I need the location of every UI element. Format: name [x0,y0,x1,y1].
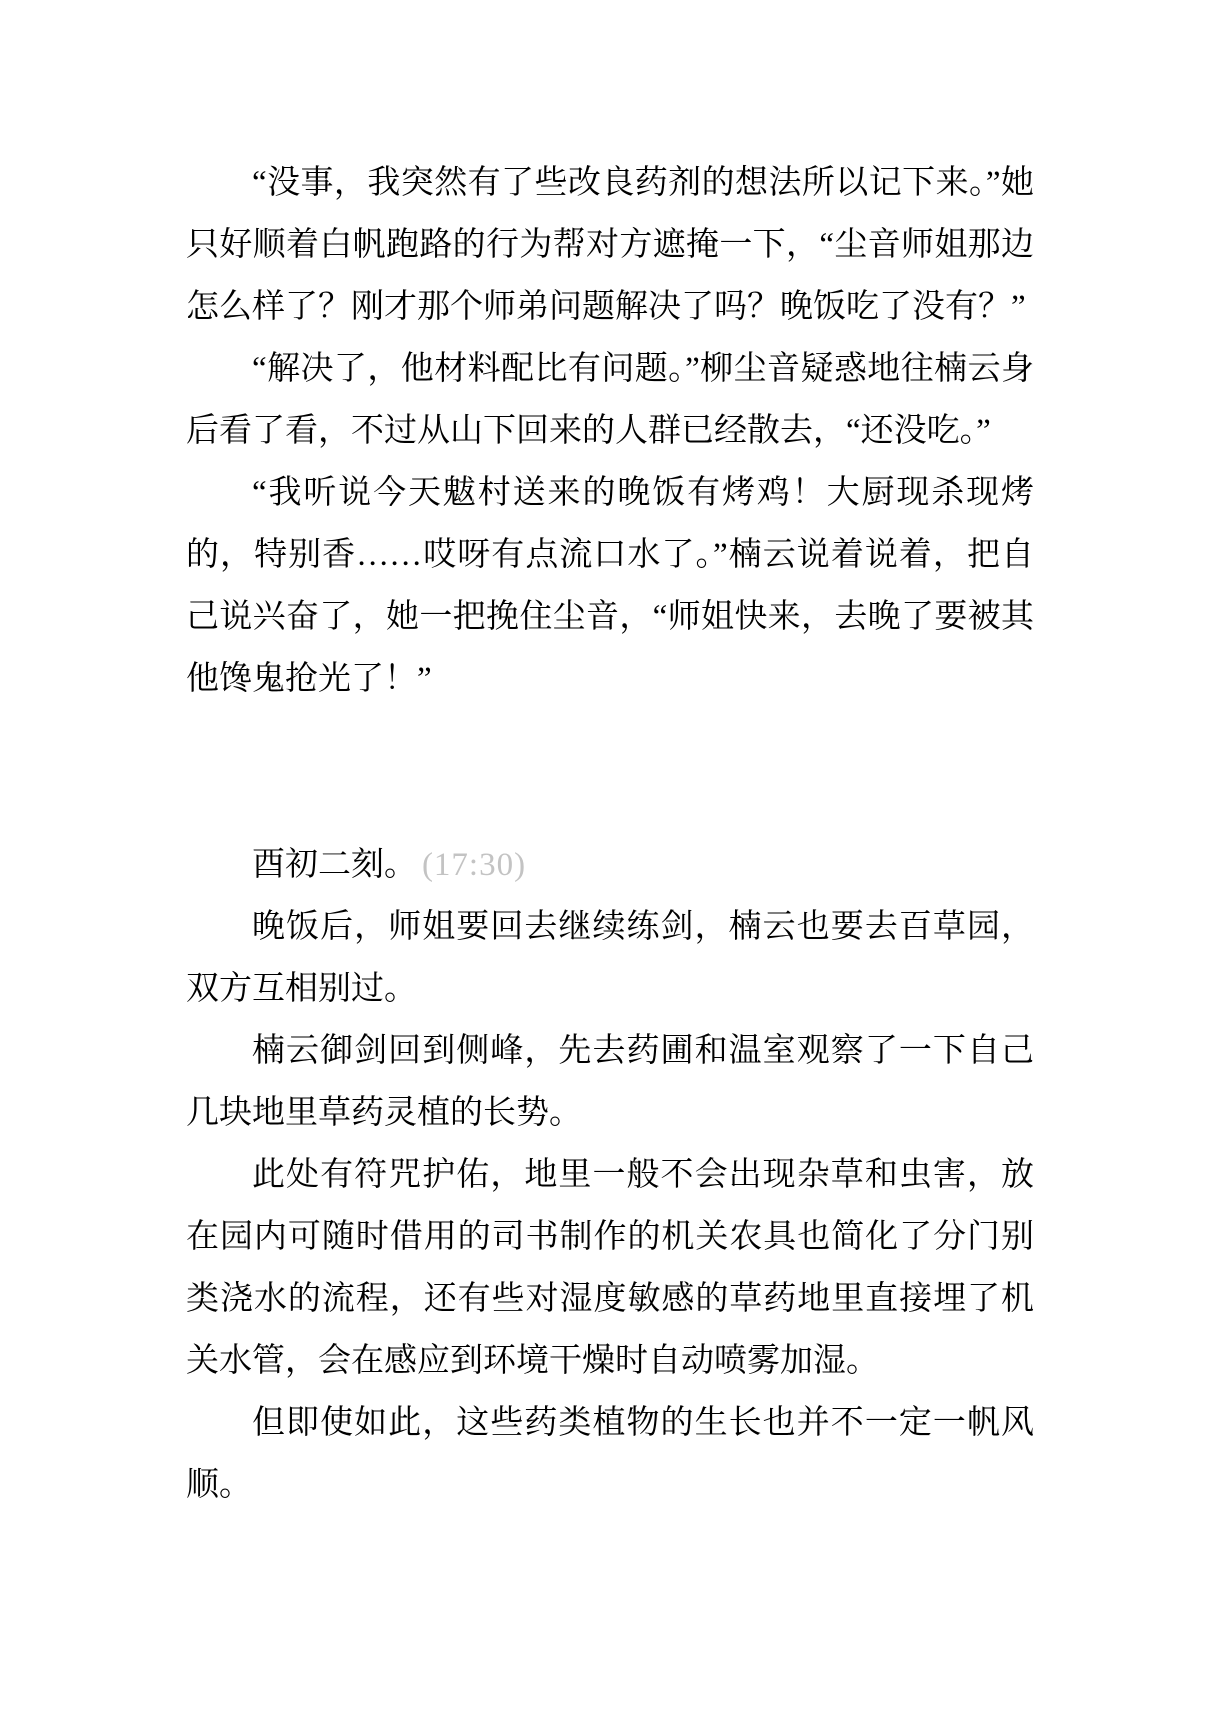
paragraph-dialogue-1: “没事，我突然有了些改良药剂的想法所以记下来。”她只好顺着白帆跑路的行为帮对方遮掩一下，“尘音师姐那边怎么样了？刚才那个师弟问题解决了吗？晚饭吃了没有？” [186,165,1034,325]
paragraph-narration-4: 但即使如此，这些药类植物的生长也并不一定一帆风顺。 [186,1405,1034,1503]
paragraph-narration-1: 晚饭后，师姐要回去继续练剑，楠云也要去百草园，双方互相别过。 [186,909,1034,1007]
paragraph-narration-3: 此处有符咒护佑，地里一般不会出现杂草和虫害，放在园内可随时借用的司书制作的机关农具也简化了分门别类浇水的流程，还有些对湿度敏感的草药地里直接埋了机关水管，会在感应到环境干燥时自动喷雾加湿。 [186,1157,1034,1379]
paragraph-time-line [186,834,1034,896]
time-label: 酉初二刻。 [252,847,417,883]
time-annotation: (17:30) [421,847,527,883]
reader-page [186,0,1034,1516]
paragraph-dialogue-2: “解决了，他材料配比有问题。”柳尘音疑惑地往楠云身后看了看，不过从山下回来的人群已经散去，“还没吃。” [186,351,1034,449]
paragraph-narration-2: 楠云御剑回到侧峰，先去药圃和温室观察了一下自己几块地里草药灵植的长势。 [186,1033,1034,1131]
scene-break [186,710,1034,834]
paragraph-dialogue-3: “我听说今天魃村送来的晚饭有烤鸡！大厨现杀现烤的，特别香……哎呀有点流口水了。”楠云说着说着，把自己说兴奋了，她一把挽住尘音，“师姐快来，去晚了要被其他馋鬼抢光了！” [186,475,1034,697]
